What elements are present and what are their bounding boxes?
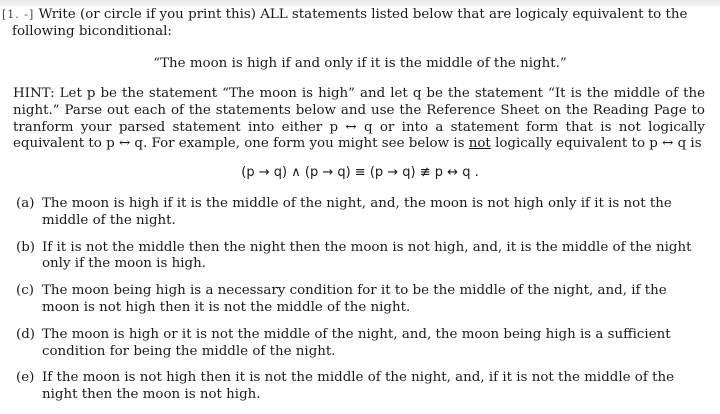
prompt-line-2: following biconditional: [12, 23, 172, 39]
option-text: The moon is high if it is the middle of the night, and, the moon is not high only if it is not the middle of the night. [42, 196, 672, 228]
option-text: The moon being high is a necessary condition for it to be the middle of the night, and, if the moon is not high then it is not the middle of the night. [42, 283, 667, 315]
hint-paragraph [13, 86, 705, 153]
options-list [16, 196, 706, 414]
prompt-line-1: Write (or circle if you print this) ALL statements listed below that are logicaly equivalent to the [38, 7, 688, 22]
option-label: (b) [16, 239, 36, 255]
option-c[interactable] [16, 283, 706, 317]
biconditional-quote: “The moon is high if and only if it is the middle of the night.” [153, 56, 567, 71]
option-label: (e) [16, 370, 35, 386]
option-label: (a) [16, 196, 35, 211]
hint-text-after: logically equivalent to p ↔ q is [490, 136, 702, 152]
option-a[interactable] [16, 196, 706, 230]
option-label: (d) [16, 326, 36, 342]
example-formula: (p → q) ∧ (p → q) ≡ (p → q) ≢ p ↔ q . [241, 165, 479, 180]
hint-text-before: HINT: Let p be the statement “The moon is high” and let q be the statement “It is the middle of the night.” Parse out each of the statements below and use the Reference Sheet on the Reading Page to tranform your parsed statement into either p ↔ q or into a statement form that is not logically equivalent to p ↔ q. For example, one form you might see below is [13, 86, 705, 152]
option-text: If it is not the middle then the night then the moon is not high, and, it is the middle of the night only if the moon is high. [42, 239, 692, 272]
option-e[interactable] [16, 370, 706, 404]
option-text: The moon is high or it is not the middle of the night, and, the moon being high is a sufficient condition for being the middle of the night. [42, 326, 671, 359]
question-prompt [2, 7, 702, 41]
option-d[interactable] [16, 327, 706, 361]
option-text: If the moon is not high then it is not the middle of the night, and, if it is not the middle of the night then the moon is not high. [42, 370, 675, 403]
hint-not-underlined: not [468, 136, 491, 152]
option-b[interactable] [16, 240, 706, 274]
option-label: (c) [16, 283, 34, 299]
cropped-top-edge [0, 0, 720, 7]
question-marker: [1. -] [2, 8, 35, 21]
